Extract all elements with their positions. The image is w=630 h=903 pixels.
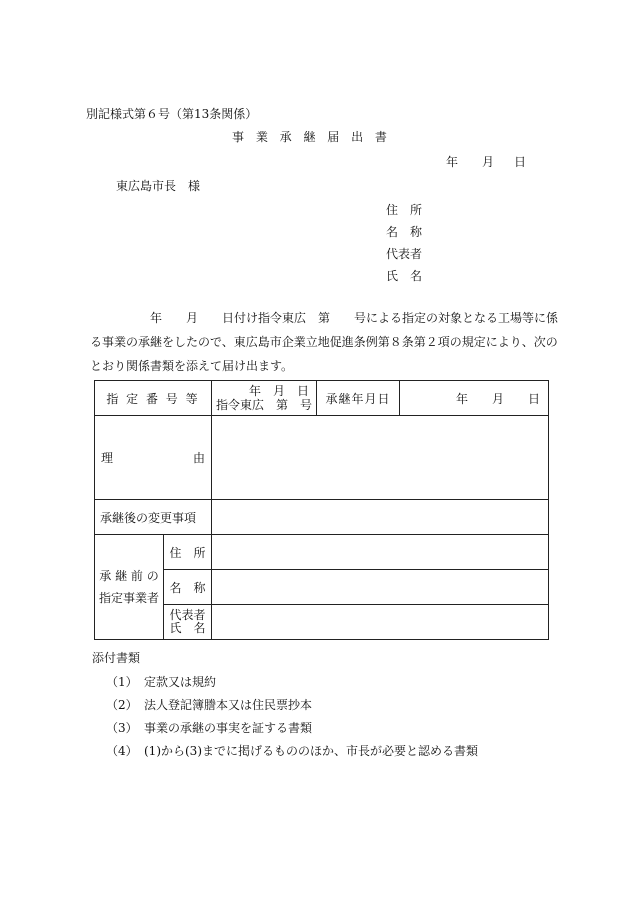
form-label: 別記様式第６号（第13条関係） [86, 107, 258, 121]
reason-label-cell [95, 416, 212, 500]
attachment-text: 事業の承継の事実を証する書類 [144, 721, 313, 735]
list-item [106, 699, 312, 711]
designation-date: 年 月 日 [248, 384, 309, 398]
list-item [106, 745, 478, 757]
table-row [95, 570, 549, 605]
prev-rep-label-cell [164, 605, 212, 640]
table-row [95, 605, 549, 640]
changes-label: 承継後の変更事項 [95, 500, 212, 535]
succession-table [94, 380, 549, 640]
prev-operator-label-1: 承 継 前 の [99, 569, 159, 583]
table-row [95, 381, 549, 416]
prev-address-input[interactable] [212, 535, 549, 570]
attachment-text: 法人登記簿謄本又は住民票抄本 [144, 698, 313, 712]
changes-input[interactable] [212, 500, 549, 535]
list-item [106, 676, 216, 688]
applicant-rep-name-label: 氏 名 [386, 269, 423, 283]
designation-ref: 指令東広 第 号 [215, 398, 312, 412]
designation-no-label-cell [95, 381, 212, 416]
page-title: 事 業 承 継 届 出 書 [232, 130, 391, 144]
prev-operator-label-cell [95, 535, 164, 640]
list-item [106, 722, 312, 734]
body-line-1: 年 月 日付け指令東広 第 号による指定の対象となる工場等に係 [150, 311, 559, 325]
attachment-num: （2） [106, 698, 138, 712]
prev-rep-label: 代表者 [169, 608, 206, 622]
applicant-address-label: 住 所 [386, 203, 423, 217]
prev-rep-input[interactable] [212, 605, 549, 640]
attachment-num: （1） [106, 675, 138, 689]
attachment-text: 定款又は規約 [144, 675, 217, 689]
body-paragraph [90, 306, 560, 378]
table-row [95, 416, 549, 500]
attachments-heading: 添付書類 [92, 651, 141, 665]
prev-name-label: 名 称 [164, 570, 212, 605]
body-line-2: る事業の承継をしたので、東広島市企業立地促進条例第８条第２項の規定により、次の [90, 335, 558, 349]
table-row [95, 535, 549, 570]
attachment-num: （4） [106, 744, 138, 758]
designation-no-label: 指 定 番 号 等 [106, 391, 200, 406]
addressee: 東広島市長 様 [116, 179, 201, 193]
reason-label-right: 由 [192, 451, 205, 465]
applicant-rep-label: 代表者 [386, 247, 423, 261]
reason-label-left: 理 [101, 451, 114, 465]
date-year: 年 [446, 155, 459, 169]
date-day: 日 [514, 155, 527, 169]
prev-rep-name-label: 氏 名 [169, 621, 206, 635]
applicant-name-label: 名 称 [386, 225, 423, 239]
prev-address-label: 住 所 [164, 535, 212, 570]
date-month: 月 [482, 155, 495, 169]
succession-date-label: 承継年月日 [317, 381, 400, 416]
attachment-num: （3） [106, 721, 138, 735]
prev-name-input[interactable] [212, 570, 549, 605]
designation-ref-cell [212, 381, 317, 416]
table-row [95, 500, 549, 535]
reason-input[interactable] [212, 416, 549, 500]
succession-date-value[interactable]: 年 月 日 [400, 381, 549, 416]
prev-operator-label-2: 指定事業者 [98, 591, 159, 605]
attachment-text: (1)から(3)までに掲げるもののほか、市長が必要と認める書類 [144, 744, 478, 758]
body-line-3: とおり関係書類を添えて届け出ます。 [90, 359, 294, 373]
